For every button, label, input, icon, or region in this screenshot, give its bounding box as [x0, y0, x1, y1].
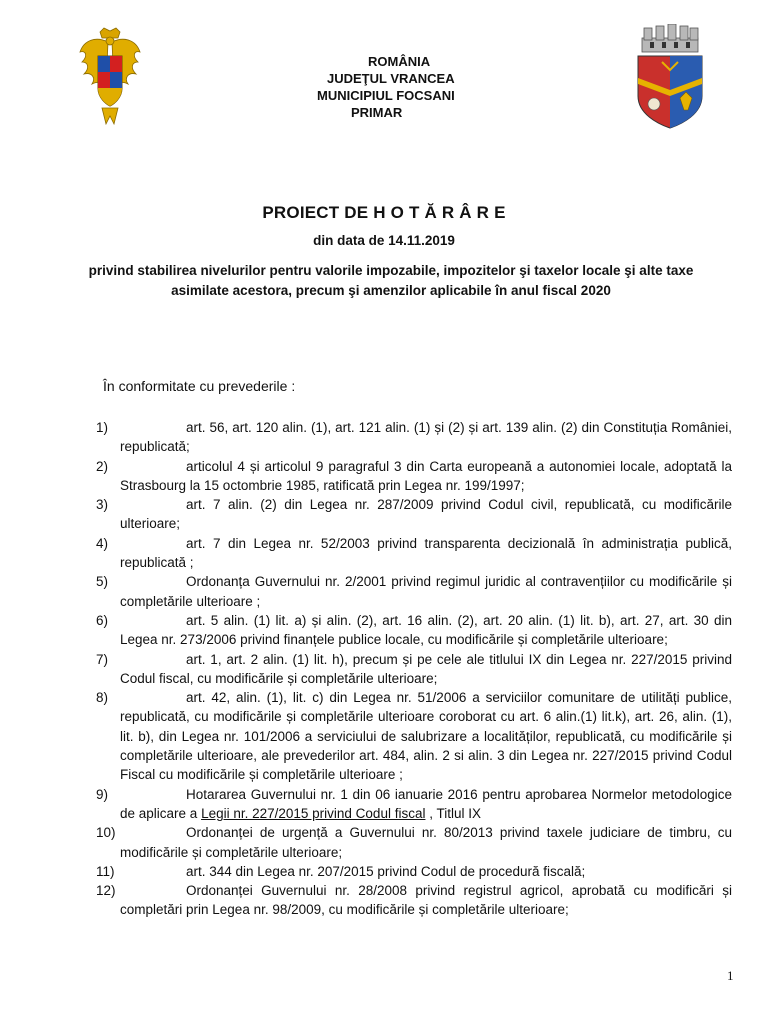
item-number: 7) — [96, 651, 109, 667]
item-number: 4) — [96, 535, 109, 551]
item-text: art. 5 alin. (1) lit. a) și alin. (2), art. 16 alin. (2), art. 20 alin. (1) lit. b), art. 27, art. 30 din Legea nr. 273/2006 privind finanțele publice locale, cu modificările și completările ulterioare; — [120, 612, 732, 648]
header-institution — [296, 53, 516, 121]
fiscal-code-link[interactable]: Legii nr. 227/2015 privind Codul fiscal — [201, 805, 426, 821]
item-number: 6) — [96, 612, 109, 628]
header-county: JUDEŢUL VRANCEA — [327, 71, 455, 86]
list-item — [96, 862, 732, 881]
item-number: 10) — [96, 825, 116, 841]
document-title: PROIECT DE H O T Ă R Â R E — [262, 203, 506, 222]
item-number: 5) — [96, 574, 109, 590]
list-item — [96, 785, 732, 824]
item-text-after-link: , Titlul IX — [425, 805, 481, 821]
document-date: din data de 14.11.2019 — [313, 233, 455, 248]
list-item — [96, 572, 732, 611]
list-item — [96, 688, 732, 784]
item-text: articolul 4 și articolul 9 paragraful 3 din Carta europeană a autonomiei locale, adoptată la Strasbourg la 15 octombrie 1985, ratificată prin Legea nr. 199/1997; — [120, 458, 732, 493]
item-text: art. 1, art. 2 alin. (1) lit. h), precum și pe cele ale titlului IX din Legea nr. 227/2015 privind Codul fiscal, cu modificările și completările ulterioare; — [120, 651, 732, 686]
item-text: art. 7 alin. (2) din Legea nr. 287/2009 privind Codul civil, republicată, cu modificările ulterioare; — [120, 497, 732, 532]
item-text: art. 344 din Legea nr. 207/2015 privind Codul de procedură fiscală; — [186, 863, 586, 879]
item-number: 9) — [96, 786, 109, 802]
item-text — [96, 785, 732, 824]
intro-paragraph: În conformitate cu prevederile : — [103, 378, 296, 394]
list-item — [96, 495, 732, 534]
list-item — [96, 457, 732, 496]
item-text: Ordonanței Guvernului nr. 28/2008 privind registrul agricol, aprobată cu modificări și completări prin Legea nr. 98/2009, cu modificările și completările ulterioare; — [120, 883, 732, 918]
item-number: 11) — [96, 863, 115, 879]
list-item — [96, 418, 732, 457]
list-item — [96, 823, 732, 862]
focsani-coat-of-arms-icon — [632, 24, 708, 130]
document-subject: privind stabilirea nivelurilor pentru valorile impozabile, impozitelor şi taxelor locale şi alte taxe asimilate acestora, precum şi amenzilor aplicabile în anul fiscal 2020 — [88, 263, 694, 298]
romania-coat-of-arms-icon — [78, 26, 142, 128]
item-number: 8) — [96, 690, 109, 706]
page-number: 1 — [727, 968, 734, 983]
list-item — [96, 611, 732, 650]
item-number: 2) — [96, 458, 109, 474]
item-number: 1) — [96, 420, 109, 435]
header-municipality: MUNICIPIUL FOCSANI — [317, 88, 455, 103]
item-text: Ordonanței de urgență a Guvernului nr. 80/2013 privind taxele judiciare de timbru, cu modificările și completările ulterioare; — [120, 825, 732, 860]
item-text: art. 56, art. 120 alin. (1), art. 121 alin. (1) și (2) și art. 139 alin. (2) din Constituția României, republicată; — [120, 420, 732, 455]
header-office: PRIMAR — [351, 105, 403, 120]
list-item — [96, 881, 732, 920]
list-item — [96, 534, 732, 573]
item-number: 3) — [96, 497, 109, 513]
item-text: art. 7 din Legea nr. 52/2003 privind transparenta decizională în administrația publică, republicată ; — [120, 535, 732, 571]
list-item — [96, 650, 732, 689]
header-country: ROMÂNIA — [368, 54, 431, 69]
item-text: art. 42, alin. (1), lit. c) din Legea nr. 51/2006 a serviciilor comunitare de utilități publice, republicată, cu modificările și completările ulterioare coroborat cu art. 6 alin.(1) lit.k), art. 26, alin. (1), lit. b), din Legea nr. 101/2006 a serviciului de salubrizare a localităților, republicată, cu modificările și completările ulterioare, ale prevederilor art. 484, alin. 2 si alin. 3 din Legea nr. 227/2015 privind Codul Fiscal cu modificările și completările ulterioare ; — [120, 690, 732, 783]
legal-basis-list — [96, 418, 732, 920]
item-text-before-link: Hotararea Guvernului nr. 1 din 06 ianuarie 2016 pentru aprobarea Normelor metodologice de aplicare a — [120, 786, 732, 821]
item-text: Ordonanța Guvernului nr. 2/2001 privind regimul juridic al contravențiilor cu modificările și completările ulterioare ; — [120, 574, 732, 609]
item-number: 12) — [96, 883, 116, 899]
